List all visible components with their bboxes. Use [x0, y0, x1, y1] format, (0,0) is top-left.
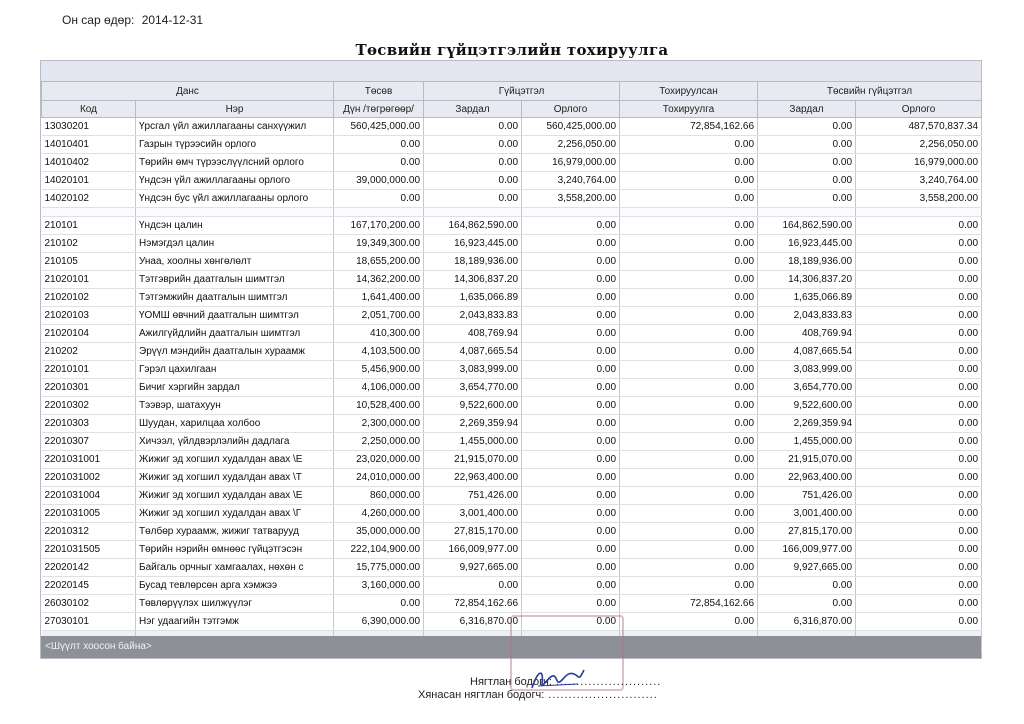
cell-bp-income: 0.00	[856, 361, 982, 379]
cell-expense: 9,522,600.00	[424, 397, 522, 415]
cell-bp-expense: 0.00	[758, 172, 856, 190]
cell-income: 0.00	[522, 523, 620, 541]
table-row[interactable]	[42, 271, 982, 289]
report-sheet	[40, 60, 982, 659]
cell-bp-income	[856, 208, 982, 217]
cell-bp-income: 0.00	[856, 271, 982, 289]
table-row[interactable]	[42, 325, 982, 343]
cell-bp-income: 0.00	[856, 451, 982, 469]
cell-income: 16,979,000.00	[522, 154, 620, 172]
cell-code: 22010101	[42, 361, 136, 379]
cell-code: 21020102	[42, 289, 136, 307]
cell-name: Унаа, хоолны хөнгөлөлт	[136, 253, 334, 271]
cell-bp-income: 0.00	[856, 595, 982, 613]
handwritten-signature	[528, 662, 588, 694]
cell-adjustment: 0.00	[620, 361, 758, 379]
cell-income: 0.00	[522, 451, 620, 469]
cell-expense: 22,963,400.00	[424, 469, 522, 487]
cell-bp-income: 3,558,200.00	[856, 190, 982, 208]
cell-code: 13030201	[42, 118, 136, 136]
cell-expense: 0.00	[424, 154, 522, 172]
cell-expense: 166,009,977.00	[424, 541, 522, 559]
cell-expense: 21,915,070.00	[424, 451, 522, 469]
cell-bp-expense: 4,087,665.54	[758, 343, 856, 361]
cell-income: 2,256,050.00	[522, 136, 620, 154]
cell-name: Жижиг эд хогшил худалдан авах \E	[136, 451, 334, 469]
cell-income: 0.00	[522, 505, 620, 523]
cell-name: Тээвэр, шатахуун	[136, 397, 334, 415]
cell-expense: 0.00	[424, 577, 522, 595]
cell-expense: 408,769.94	[424, 325, 522, 343]
cell-code	[42, 208, 136, 217]
table-row[interactable]	[42, 397, 982, 415]
cell-bp-income: 2,256,050.00	[856, 136, 982, 154]
cell-code: 22020145	[42, 577, 136, 595]
cell-bp-expense: 751,426.00	[758, 487, 856, 505]
cell-name: Төвлөрүүлэх шилжүүлэг	[136, 595, 334, 613]
cell-bp-income: 16,979,000.00	[856, 154, 982, 172]
cell-code: 22010303	[42, 415, 136, 433]
group-header-budget-performance[interactable]: Төсвийн гүйцэтгэл	[758, 82, 982, 101]
cell-bp-income: 0.00	[856, 559, 982, 577]
cell-bp-income: 0.00	[856, 325, 982, 343]
cell-income: 0.00	[522, 487, 620, 505]
column-header-bp-income[interactable]: Орлого	[856, 101, 982, 118]
cell-expense: 27,815,170.00	[424, 523, 522, 541]
cell-bp-expense: 1,635,066.89	[758, 289, 856, 307]
cell-name: Газрын түрээсийн орлого	[136, 136, 334, 154]
cell-budget-amount: 4,103,500.00	[334, 343, 424, 361]
cell-budget-amount: 10,528,400.00	[334, 397, 424, 415]
cell-bp-income: 3,240,764.00	[856, 172, 982, 190]
cell-bp-income: 0.00	[856, 307, 982, 325]
cell-adjustment: 0.00	[620, 541, 758, 559]
cell-expense: 16,923,445.00	[424, 235, 522, 253]
cell-adjustment: 0.00	[620, 505, 758, 523]
cell-expense: 9,927,665.00	[424, 559, 522, 577]
cell-adjustment: 0.00	[620, 397, 758, 415]
table-row[interactable]	[42, 172, 982, 190]
cell-income: 3,240,764.00	[522, 172, 620, 190]
cell-budget-amount: 1,641,400.00	[334, 289, 424, 307]
cell-bp-expense: 6,316,870.00	[758, 613, 856, 631]
cell-bp-expense: 0.00	[758, 154, 856, 172]
cell-code: 21020103	[42, 307, 136, 325]
cell-adjustment: 0.00	[620, 307, 758, 325]
cell-income: 0.00	[522, 541, 620, 559]
cell-budget-amount: 560,425,000.00	[334, 118, 424, 136]
cell-income: 0.00	[522, 271, 620, 289]
cell-budget-amount: 2,300,000.00	[334, 415, 424, 433]
cell-name: Үрсгал үйл ажиллагааны санхүүжил	[136, 118, 334, 136]
cell-adjustment: 0.00	[620, 577, 758, 595]
cell-code: 14010402	[42, 154, 136, 172]
table-row[interactable]	[42, 307, 982, 325]
cell-budget-amount	[334, 208, 424, 217]
cell-adjustment: 0.00	[620, 433, 758, 451]
table-row[interactable]	[42, 487, 982, 505]
cell-expense: 18,189,936.00	[424, 253, 522, 271]
cell-expense	[424, 208, 522, 217]
cell-adjustment: 0.00	[620, 190, 758, 208]
cell-adjustment	[620, 208, 758, 217]
cell-bp-expense: 3,001,400.00	[758, 505, 856, 523]
filter-status-bar: <Шүүлт хоосон байна>	[41, 636, 981, 658]
table-row[interactable]	[42, 136, 982, 154]
cell-adjustment: 72,854,162.66	[620, 595, 758, 613]
table-row[interactable]	[42, 235, 982, 253]
cell-budget-amount: 860,000.00	[334, 487, 424, 505]
cell-bp-expense: 0.00	[758, 595, 856, 613]
cell-expense: 3,083,999.00	[424, 361, 522, 379]
cell-expense: 0.00	[424, 136, 522, 154]
table-row[interactable]	[42, 118, 982, 136]
cell-code: 2201031004	[42, 487, 136, 505]
cell-bp-expense	[758, 208, 856, 217]
cell-budget-amount: 410,300.00	[334, 325, 424, 343]
group-header-adjusted[interactable]: Тохируулсан	[620, 82, 758, 101]
cell-code: 14020102	[42, 190, 136, 208]
cell-adjustment: 0.00	[620, 325, 758, 343]
cell-bp-income: 0.00	[856, 379, 982, 397]
cell-code: 26030102	[42, 595, 136, 613]
cell-expense: 3,001,400.00	[424, 505, 522, 523]
column-header-adjustment[interactable]: Тохируулга	[620, 101, 758, 118]
cell-adjustment: 0.00	[620, 379, 758, 397]
cell-budget-amount: 24,010,000.00	[334, 469, 424, 487]
cell-bp-expense: 2,043,833.83	[758, 307, 856, 325]
cell-income: 0.00	[522, 613, 620, 631]
cell-income: 0.00	[522, 325, 620, 343]
cell-budget-amount: 0.00	[334, 136, 424, 154]
cell-code: 2201031002	[42, 469, 136, 487]
cell-income: 0.00	[522, 577, 620, 595]
cell-expense: 2,269,359.94	[424, 415, 522, 433]
cell-bp-income: 0.00	[856, 397, 982, 415]
cell-income: 0.00	[522, 559, 620, 577]
cell-income	[522, 208, 620, 217]
cell-budget-amount: 15,775,000.00	[334, 559, 424, 577]
cell-bp-income: 0.00	[856, 289, 982, 307]
cell-income: 0.00	[522, 595, 620, 613]
cell-adjustment: 0.00	[620, 253, 758, 271]
cell-budget-amount: 19,349,300.00	[334, 235, 424, 253]
cell-name: Хичээл, үйлдвэрлэлийн дадлага	[136, 433, 334, 451]
cell-bp-expense: 16,923,445.00	[758, 235, 856, 253]
cell-adjustment: 0.00	[620, 271, 758, 289]
cell-bp-income: 0.00	[856, 469, 982, 487]
grid-toolbar	[41, 61, 981, 82]
cell-name: Ажилгүйдлийн даатгалын шимтгэл	[136, 325, 334, 343]
cell-bp-income: 0.00	[856, 577, 982, 595]
column-header-income[interactable]: Орлого	[522, 101, 620, 118]
column-header-code[interactable]: Код	[42, 101, 136, 118]
cell-adjustment: 0.00	[620, 172, 758, 190]
cell-bp-expense: 0.00	[758, 118, 856, 136]
cell-budget-amount: 35,000,000.00	[334, 523, 424, 541]
cell-expense: 0.00	[424, 190, 522, 208]
cell-expense: 1,635,066.89	[424, 289, 522, 307]
cell-adjustment: 0.00	[620, 415, 758, 433]
group-header-budget[interactable]: Төсөв	[334, 82, 424, 101]
cell-bp-expense: 3,654,770.00	[758, 379, 856, 397]
cell-name: Төрийн өмч түрээслүүлсний орлого	[136, 154, 334, 172]
cell-code: 210102	[42, 235, 136, 253]
checked-accountant-label: Хянасан нягтлан бодогч:	[418, 689, 545, 701]
table-row[interactable]	[42, 541, 982, 559]
cell-budget-amount: 39,000,000.00	[334, 172, 424, 190]
table-row[interactable]	[42, 208, 982, 217]
cell-name: Үндсэн үйл ажиллагааны орлого	[136, 172, 334, 190]
cell-name: Жижиг эд хогшил худалдан авах \E	[136, 487, 334, 505]
cell-adjustment: 0.00	[620, 613, 758, 631]
table-row[interactable]	[42, 433, 982, 451]
cell-bp-income: 0.00	[856, 613, 982, 631]
cell-expense: 2,043,833.83	[424, 307, 522, 325]
cell-income: 0.00	[522, 397, 620, 415]
cell-income: 0.00	[522, 289, 620, 307]
cell-income: 3,558,200.00	[522, 190, 620, 208]
accountant-label: Нягтлан бодогч:	[470, 676, 552, 688]
cell-income: 0.00	[522, 379, 620, 397]
cell-budget-amount: 0.00	[334, 154, 424, 172]
cell-name: Бусад тевлөрсөн арга хэмжээ	[136, 577, 334, 595]
cell-bp-expense: 9,522,600.00	[758, 397, 856, 415]
cell-income: 560,425,000.00	[522, 118, 620, 136]
cell-income: 0.00	[522, 217, 620, 235]
cell-bp-income: 0.00	[856, 343, 982, 361]
table-row[interactable]	[42, 361, 982, 379]
report-date	[62, 13, 207, 27]
cell-bp-expense: 408,769.94	[758, 325, 856, 343]
cell-income: 0.00	[522, 415, 620, 433]
cell-bp-expense: 0.00	[758, 577, 856, 595]
cell-code: 14020101	[42, 172, 136, 190]
cell-budget-amount: 222,104,900.00	[334, 541, 424, 559]
cell-income: 0.00	[522, 361, 620, 379]
cell-bp-expense: 164,862,590.00	[758, 217, 856, 235]
cell-expense: 1,455,000.00	[424, 433, 522, 451]
cell-adjustment: 0.00	[620, 289, 758, 307]
cell-budget-amount: 0.00	[334, 190, 424, 208]
cell-budget-amount: 4,106,000.00	[334, 379, 424, 397]
cell-adjustment: 0.00	[620, 559, 758, 577]
cell-adjustment: 0.00	[620, 235, 758, 253]
cell-name: Нэмэгдэл цалин	[136, 235, 334, 253]
cell-bp-income: 0.00	[856, 433, 982, 451]
cell-bp-income: 0.00	[856, 235, 982, 253]
cell-bp-income: 0.00	[856, 217, 982, 235]
cell-budget-amount: 18,655,200.00	[334, 253, 424, 271]
table-row[interactable]	[42, 505, 982, 523]
cell-bp-income: 0.00	[856, 487, 982, 505]
cell-code: 14010401	[42, 136, 136, 154]
cell-bp-expense: 21,915,070.00	[758, 451, 856, 469]
cell-expense: 14,306,837.20	[424, 271, 522, 289]
cell-name: Байгаль орчныг хамгаалах, нөхөн с	[136, 559, 334, 577]
cell-expense: 0.00	[424, 118, 522, 136]
cell-name: Жижиг эд хогшил худалдан авах \Г	[136, 505, 334, 523]
cell-adjustment: 0.00	[620, 523, 758, 541]
cell-expense: 6,316,870.00	[424, 613, 522, 631]
table-row[interactable]	[42, 451, 982, 469]
table-row[interactable]	[42, 559, 982, 577]
date-label: Он сар өдөр:	[62, 13, 135, 27]
budget-table	[41, 81, 982, 651]
cell-bp-expense: 2,269,359.94	[758, 415, 856, 433]
column-header-bp-expense[interactable]: Зардал	[758, 101, 856, 118]
table-row[interactable]	[42, 253, 982, 271]
cell-budget-amount: 3,160,000.00	[334, 577, 424, 595]
cell-budget-amount: 2,051,700.00	[334, 307, 424, 325]
cell-adjustment: 0.00	[620, 136, 758, 154]
date-value: 2014-12-31	[141, 13, 204, 27]
cell-name: Шуудан, харилцаа холбоо	[136, 415, 334, 433]
cell-bp-income: 0.00	[856, 541, 982, 559]
cell-expense: 4,087,665.54	[424, 343, 522, 361]
column-header-amount[interactable]: Дүн /төгрөгөөр/	[334, 101, 424, 118]
cell-bp-expense: 0.00	[758, 190, 856, 208]
page-title: Төсвийн гүйцэтгэлийн тохируулга	[355, 41, 669, 59]
cell-bp-income: 0.00	[856, 415, 982, 433]
table-row[interactable]	[42, 523, 982, 541]
cell-expense: 3,654,770.00	[424, 379, 522, 397]
cell-adjustment: 0.00	[620, 451, 758, 469]
column-header-expense[interactable]: Зардал	[424, 101, 522, 118]
cell-budget-amount: 4,260,000.00	[334, 505, 424, 523]
cell-bp-expense: 9,927,665.00	[758, 559, 856, 577]
cell-budget-amount: 6,390,000.00	[334, 613, 424, 631]
table-row[interactable]	[42, 379, 982, 397]
cell-budget-amount: 14,362,200.00	[334, 271, 424, 289]
table-row[interactable]	[42, 415, 982, 433]
table-row[interactable]	[42, 469, 982, 487]
cell-bp-expense: 0.00	[758, 136, 856, 154]
cell-code: 2201031001	[42, 451, 136, 469]
cell-expense: 72,854,162.66	[424, 595, 522, 613]
cell-income: 0.00	[522, 433, 620, 451]
cell-income: 0.00	[522, 235, 620, 253]
cell-code: 21020101	[42, 271, 136, 289]
table-body	[42, 118, 982, 651]
cell-income: 0.00	[522, 343, 620, 361]
cell-name: Жижиг эд хогшил худалдан авах \T	[136, 469, 334, 487]
table-row[interactable]	[42, 289, 982, 307]
cell-bp-expense: 14,306,837.20	[758, 271, 856, 289]
cell-name: Үндсэн бус үйл ажиллагааны орлого	[136, 190, 334, 208]
cell-name: Тэтгэмжийн даатгалын шимтгэл	[136, 289, 334, 307]
cell-expense: 0.00	[424, 172, 522, 190]
cell-name: Эрүүл мэндийн даатгалын хураамж	[136, 343, 334, 361]
cell-budget-amount: 167,170,200.00	[334, 217, 424, 235]
cell-income: 0.00	[522, 253, 620, 271]
cell-name: Үндсэн цалин	[136, 217, 334, 235]
cell-code: 210105	[42, 253, 136, 271]
cell-income: 0.00	[522, 307, 620, 325]
cell-bp-income: 0.00	[856, 505, 982, 523]
cell-adjustment: 0.00	[620, 217, 758, 235]
cell-code: 27030101	[42, 613, 136, 631]
cell-code: 22010302	[42, 397, 136, 415]
cell-adjustment: 0.00	[620, 343, 758, 361]
cell-budget-amount: 0.00	[334, 595, 424, 613]
cell-code: 22010301	[42, 379, 136, 397]
cell-bp-income: 487,570,837.34	[856, 118, 982, 136]
cell-bp-expense: 22,963,400.00	[758, 469, 856, 487]
cell-name: Төрийн нэрийн өмнөөс гүйцэтгэсэн	[136, 541, 334, 559]
cell-bp-expense: 27,815,170.00	[758, 523, 856, 541]
cell-code: 2201031005	[42, 505, 136, 523]
accountant-dots: ..........................	[555, 676, 662, 688]
cell-adjustment: 72,854,162.66	[620, 118, 758, 136]
cell-bp-expense: 3,083,999.00	[758, 361, 856, 379]
cell-expense: 751,426.00	[424, 487, 522, 505]
table-row[interactable]	[42, 154, 982, 172]
cell-bp-expense: 1,455,000.00	[758, 433, 856, 451]
cell-name: ҮОМШ өвчний даатгалын шимтгэл	[136, 307, 334, 325]
cell-name	[136, 208, 334, 217]
cell-bp-expense: 166,009,977.00	[758, 541, 856, 559]
cell-bp-income: 0.00	[856, 523, 982, 541]
cell-adjustment: 0.00	[620, 487, 758, 505]
cell-bp-income: 0.00	[856, 253, 982, 271]
cell-code: 2201031505	[42, 541, 136, 559]
cell-code: 22010307	[42, 433, 136, 451]
cell-budget-amount: 23,020,000.00	[334, 451, 424, 469]
checked-accountant-dots: ...........................	[548, 689, 658, 701]
table-row[interactable]	[42, 343, 982, 361]
cell-code: 22010312	[42, 523, 136, 541]
cell-code: 21020104	[42, 325, 136, 343]
cell-budget-amount: 5,456,900.00	[334, 361, 424, 379]
table-row[interactable]	[42, 595, 982, 613]
table-row[interactable]	[42, 577, 982, 595]
cell-budget-amount: 2,250,000.00	[334, 433, 424, 451]
group-header-performance[interactable]: Гүйцэтгэл	[424, 82, 620, 101]
group-header-account[interactable]: Данс	[42, 82, 334, 101]
cell-name: Төлбөр хураамж, жижиг татварууд	[136, 523, 334, 541]
cell-code: 22020142	[42, 559, 136, 577]
cell-income: 0.00	[522, 469, 620, 487]
cell-name: Бичиг хэргийн зардал	[136, 379, 334, 397]
cell-bp-expense: 18,189,936.00	[758, 253, 856, 271]
cell-name: Гэрэл цахилгаан	[136, 361, 334, 379]
table-row[interactable]	[42, 190, 982, 208]
column-header-name[interactable]: Нэр	[136, 101, 334, 118]
cell-name: Нэг удаагийн тэтгэмж	[136, 613, 334, 631]
cell-expense: 164,862,590.00	[424, 217, 522, 235]
cell-adjustment: 0.00	[620, 469, 758, 487]
cell-adjustment: 0.00	[620, 154, 758, 172]
cell-name: Тэтгэврийн даатгалын шимтгэл	[136, 271, 334, 289]
cell-code: 210101	[42, 217, 136, 235]
table-row[interactable]	[42, 217, 982, 235]
cell-code: 210202	[42, 343, 136, 361]
